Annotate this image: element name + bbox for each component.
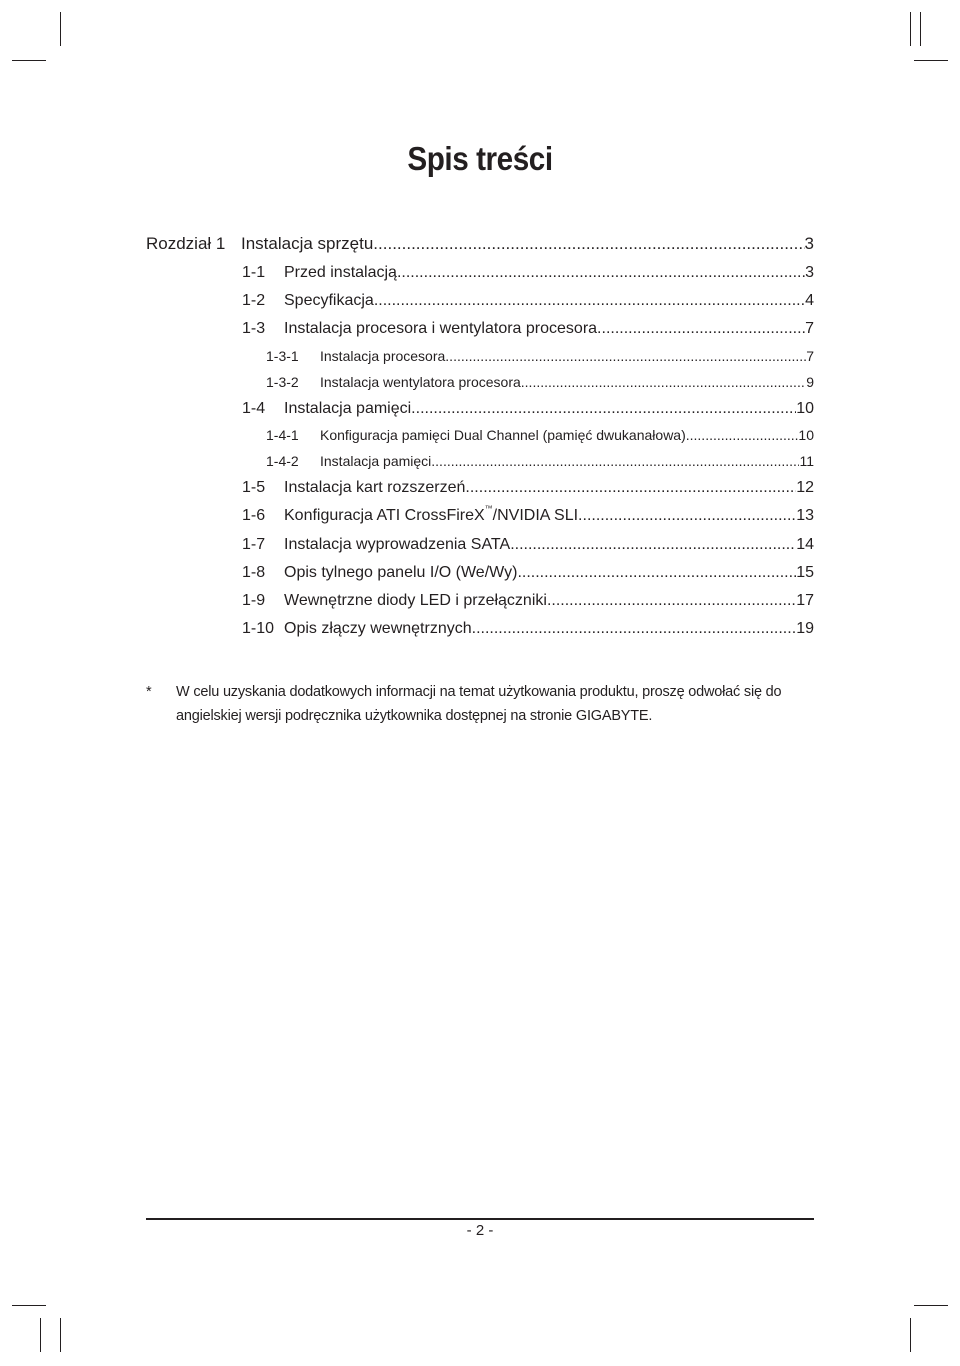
toc-page-number: 9 [806,374,814,390]
dot-leader [521,374,806,390]
toc-section-row[interactable] [242,320,814,338]
toc-label: Instalacja kart rozszerzeń [284,479,466,496]
toc-subsection-row[interactable] [266,427,814,443]
toc-page-number: 10 [796,400,814,417]
dot-leader [465,479,796,497]
toc-section-row[interactable] [242,504,814,525]
toc-section-row[interactable] [242,564,814,582]
toc-subsection-row[interactable] [266,374,814,390]
toc-chapter-row[interactable] [146,234,814,254]
crop-mark [60,1318,61,1352]
crop-mark [12,60,46,61]
toc-section-row[interactable] [242,592,814,610]
toc-label: Specyfikacja [284,292,374,309]
toc-page-number: 3 [804,234,814,253]
toc-section-row[interactable] [242,264,814,282]
toc-page-number: 15 [796,564,814,581]
footnote-text: W celu uzyskania dodatkowych informacji na temat użytkowania produktu, proszę odwołać się do angielskiej wersji podręcznika użytkownika dostępnej na stronie GIGABYTE. [176,684,782,724]
toc-label: Instalacja wentylatora procesora [320,374,521,390]
page-number: - 2 - [466,1222,494,1239]
toc-label: Opis tylnego panelu I/O (We/Wy) [284,564,518,581]
toc-number: 1-8 [242,564,266,581]
dot-leader [517,564,796,582]
crop-mark [910,1318,911,1352]
toc-section-row[interactable] [242,400,814,418]
toc-page-number: 7 [806,348,814,364]
toc-number: 1-4-2 [266,453,299,469]
footer-rule [146,1218,814,1220]
toc-label: Instalacja wyprowadzenia SATA [284,536,511,553]
toc-label: Konfiguracja ATI CrossFireX™/NVIDIA SLI [284,504,579,524]
toc-number: 1-10 [242,620,275,637]
toc-label: Konfiguracja pamięci Dual Channel (pamięć dwukanałowa) [320,427,686,443]
toc-label: Wewnętrzne diody LED i przełączniki [284,592,547,609]
crop-mark [920,12,921,46]
toc-number: 1-6 [242,507,266,524]
toc-label: Instalacja pamięci [320,453,432,469]
dot-leader [472,620,797,638]
dot-leader [374,292,805,310]
dot-leader [510,536,796,554]
toc-number: 1-1 [242,264,266,281]
dot-leader [373,234,804,254]
toc-number: 1-4 [242,400,266,417]
toc-label: Instalacja procesora i wentylatora procesora [284,320,598,337]
crop-mark [914,60,948,61]
footnote [146,680,826,728]
toc-number: 1-9 [242,592,266,609]
toc-page-number: 13 [796,507,814,524]
page-title: Spis treści [407,140,553,177]
toc-page-number: 12 [796,479,814,496]
toc-number: 1-2 [242,292,266,309]
toc-number: 1-4-1 [266,427,299,443]
dot-leader [445,348,806,364]
toc-page-number: 7 [805,320,814,337]
toc-number: 1-3 [242,320,266,337]
dot-leader [547,592,796,610]
dot-leader [597,320,805,338]
toc-page-number: 4 [805,292,814,309]
toc-page-number: 3 [805,264,814,281]
toc-section-row[interactable] [242,292,814,310]
toc-page-number: 11 [799,453,814,469]
dot-leader [411,400,796,418]
toc-page-number: 17 [796,592,814,609]
dot-leader [431,453,799,469]
toc-subsection-row[interactable] [266,348,814,364]
dot-leader [578,507,796,525]
toc-page-number: 10 [798,427,814,443]
footnote-marker: * [146,684,152,700]
toc-number: 1-5 [242,479,266,496]
dot-leader [397,264,805,282]
crop-mark [12,1305,46,1306]
toc-page-number: 14 [796,536,814,553]
crop-mark [40,1318,41,1352]
toc-page-number: 19 [796,620,814,637]
toc-label: Przed instalacją [284,264,397,281]
dot-leader [686,427,799,443]
crop-mark [60,12,61,46]
toc-label: Instalacja procesora [320,348,446,364]
toc-subsection-row[interactable] [266,453,814,469]
toc-section-row[interactable] [242,536,814,554]
toc-section-row[interactable] [242,620,814,638]
toc-label: Opis złączy wewnętrznych [284,620,472,637]
toc-number: 1-3-1 [266,348,299,364]
crop-mark [910,12,911,46]
crop-mark [914,1305,948,1306]
toc-number: 1-7 [242,536,266,553]
trademark-symbol: ™ [484,504,493,513]
toc-number: 1-3-2 [266,374,299,390]
toc-section-row[interactable] [242,479,814,497]
toc-label: Instalacja pamięci [284,400,412,417]
toc-number: Rozdział 1 [146,234,226,253]
toc-label: Instalacja sprzętu [241,234,374,253]
